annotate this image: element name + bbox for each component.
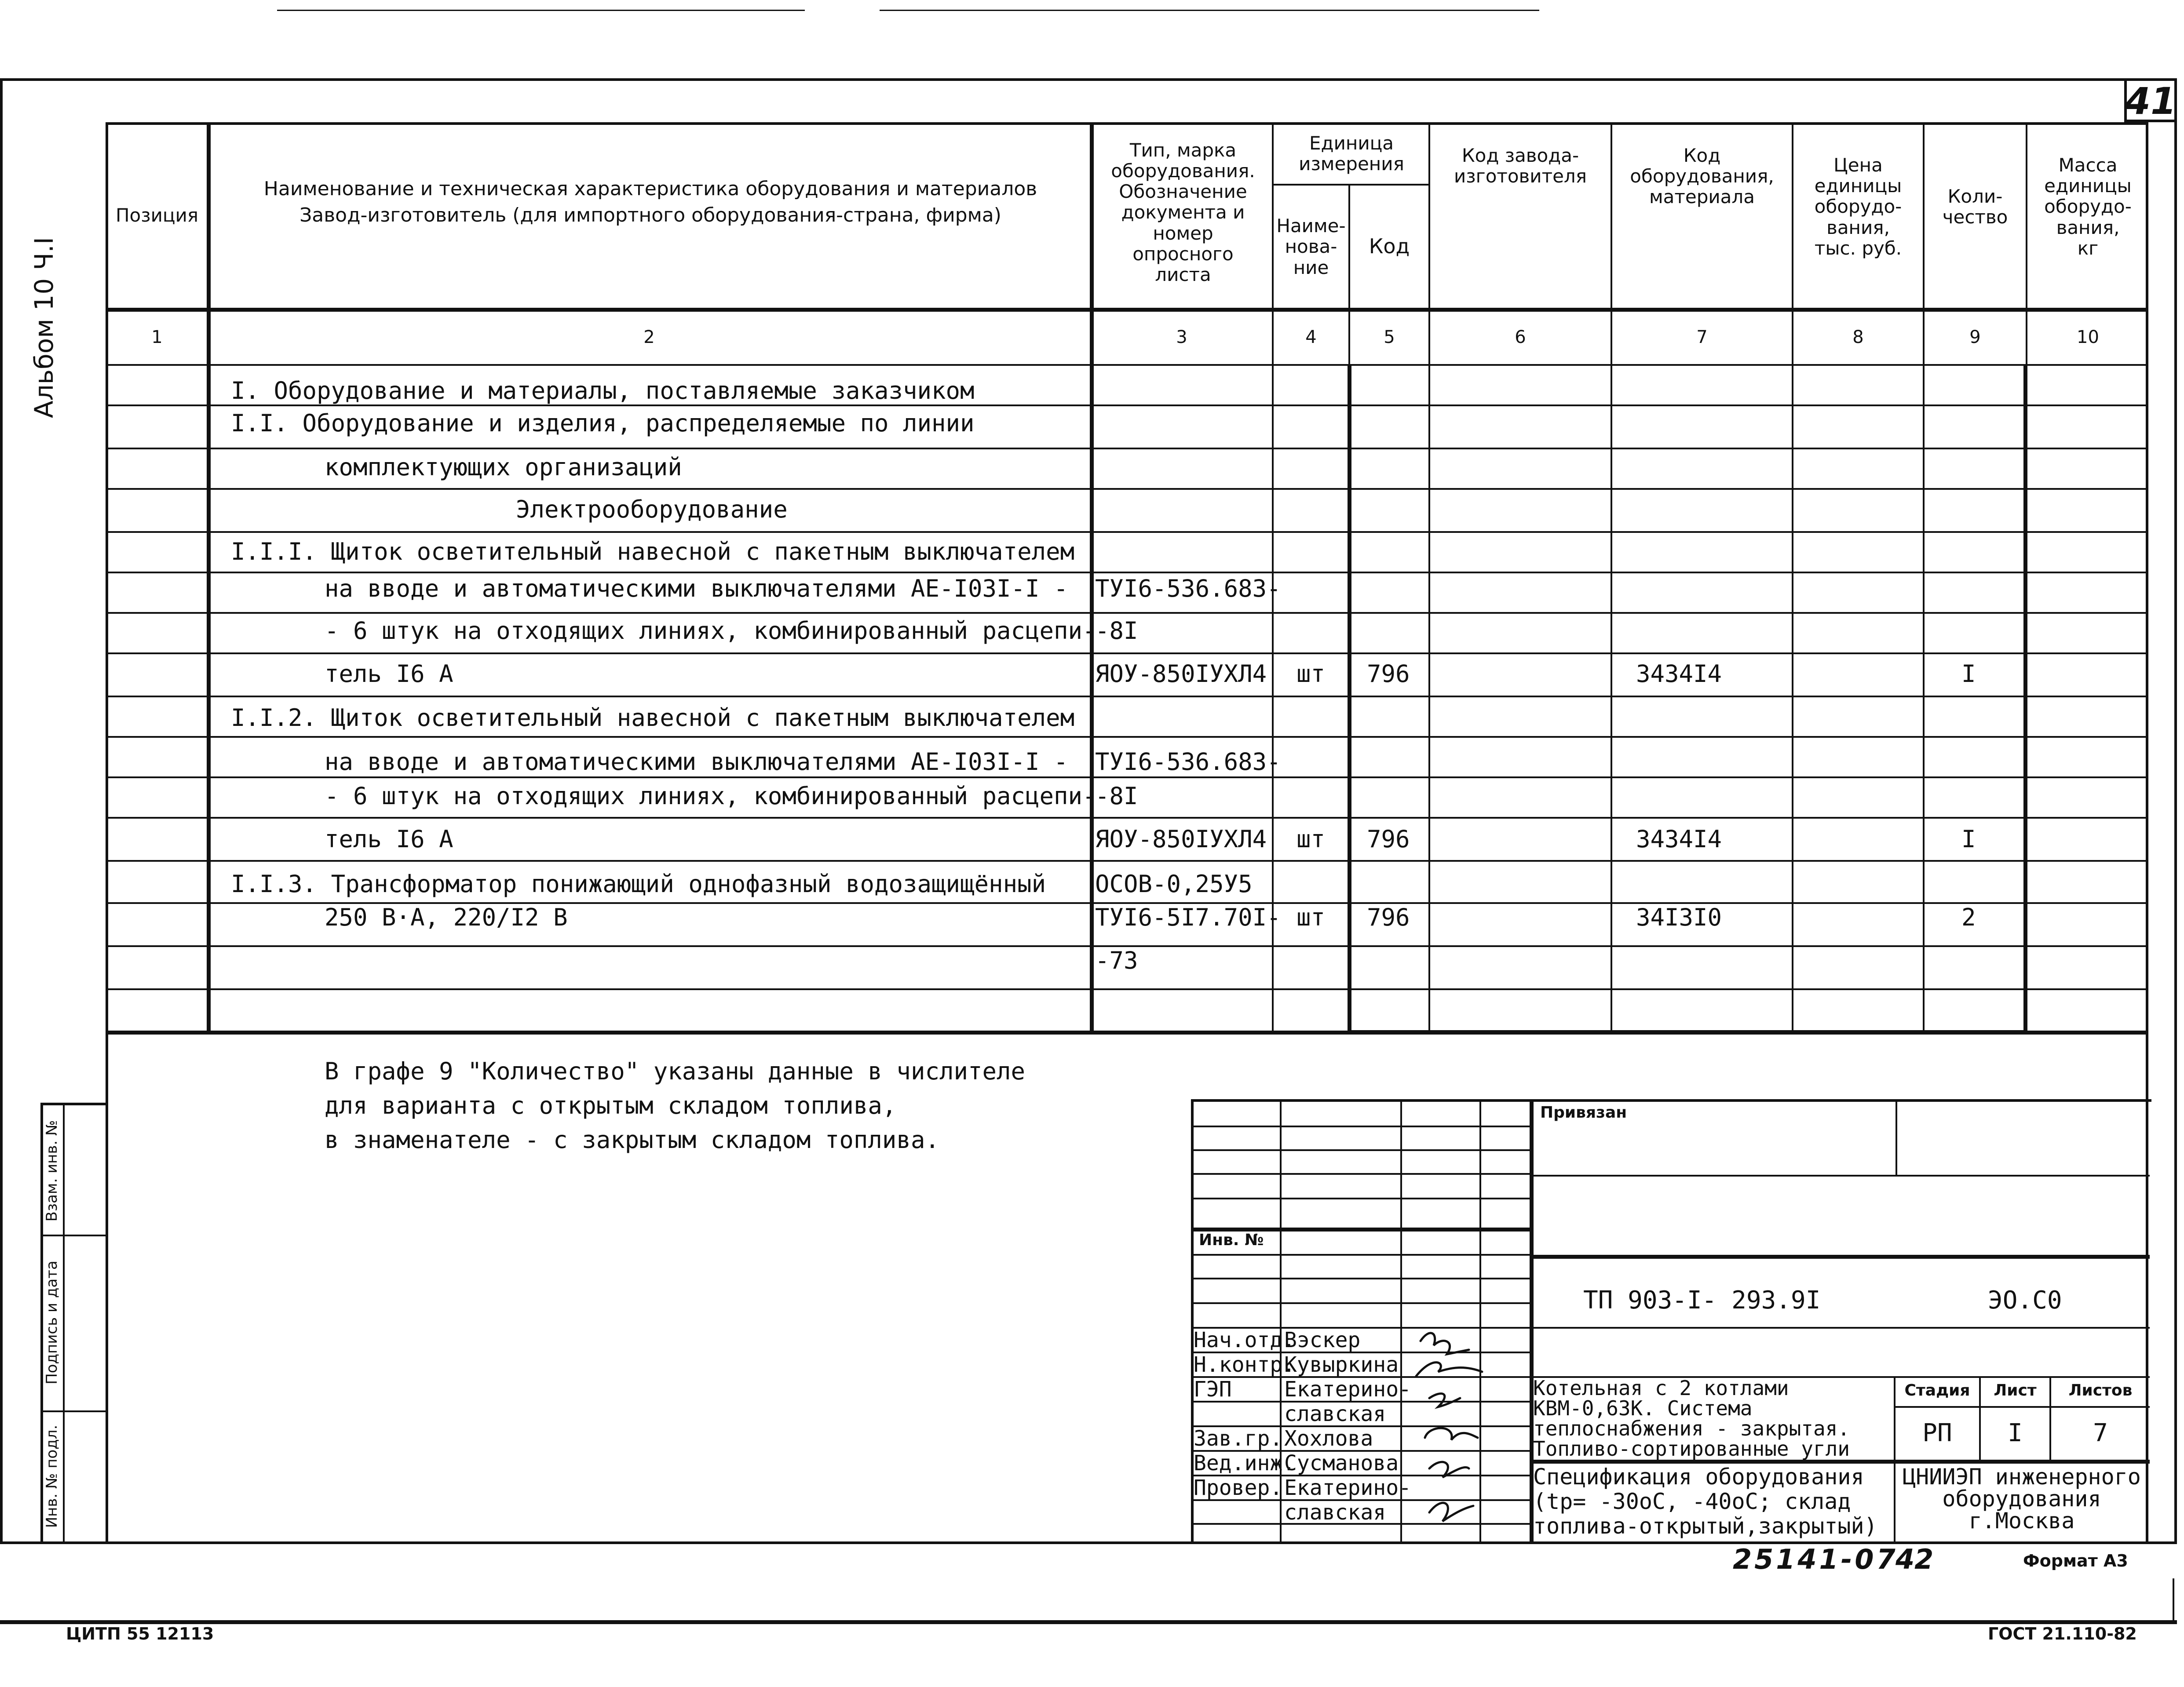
row-name: 250 В·А, 220/I2 В xyxy=(325,904,568,931)
role-prover: Провер. xyxy=(1194,1476,1283,1500)
row-name: I.I.I. Щиток осветительный навесной с пакетным выключателем xyxy=(231,538,1075,565)
header-name-line1: Наименование и техническая характеристика оборудования и материалов xyxy=(263,178,1037,200)
col-num-5: 5 xyxy=(1384,327,1395,347)
name-gep: Екатерино- xyxy=(1284,1377,1411,1402)
designation: ТП 903-I- 293.9I xyxy=(1583,1286,1821,1315)
sheet-label: Лист xyxy=(1994,1381,2037,1399)
row-unit: шт xyxy=(1297,825,1326,853)
row-name: - 6 штук на отходящих линиях, комбинированный расцепи- xyxy=(325,782,1097,810)
sheet-title-1: Спецификация оборудования xyxy=(1533,1464,1864,1490)
col-num-6: 6 xyxy=(1515,327,1526,347)
sheet-value: I xyxy=(2008,1419,2023,1447)
stage-label: Стадия xyxy=(1904,1381,1970,1399)
name-ved-inzh: Сусманова xyxy=(1284,1451,1399,1476)
role-n-kontr: Н.контр. xyxy=(1194,1352,1296,1377)
project-title-2: КВМ-0,63К. Система xyxy=(1533,1396,1753,1420)
qty-block-frame xyxy=(1348,364,2027,1034)
col-num-2: 2 xyxy=(643,327,655,347)
signatures xyxy=(1403,1323,1486,1530)
page-hand: 42 xyxy=(1895,1543,1934,1575)
bottom-line xyxy=(0,1620,2177,1624)
col-num-3: 3 xyxy=(1176,327,1187,347)
row-unit: шт xyxy=(1297,904,1326,931)
col-num-9: 9 xyxy=(1969,327,1981,347)
col-num-1: 1 xyxy=(151,327,163,347)
row-type: -8I xyxy=(1095,617,1138,645)
scan-line xyxy=(277,10,805,11)
inv-no-label: Инв. № xyxy=(1199,1231,1264,1249)
sheets-value: 7 xyxy=(2093,1419,2108,1447)
org-1: ЦНИИЭП инженерного xyxy=(1903,1464,2141,1490)
role-gep: ГЭП xyxy=(1194,1377,1232,1402)
header-unit-code: Код xyxy=(1369,234,1410,259)
row-name: I.I.3. Трансформатор понижающий однофазный водозащищённый xyxy=(231,870,1046,898)
scan-line xyxy=(880,10,1539,11)
sheet-code: ЭО.С0 xyxy=(1988,1286,2062,1315)
row-type: ТУI6-5I7.70I- xyxy=(1095,904,1281,931)
row-name: I. Оборудование и материалы, поставляемые заказчиком xyxy=(231,377,975,404)
stamp-vzam: Взам. инв. № xyxy=(43,1120,61,1222)
gost-label: ГОСТ 21.110-82 xyxy=(1988,1624,2137,1643)
stamp-inv-podl: Инв. № подл. xyxy=(43,1425,61,1528)
col-num-4: 4 xyxy=(1305,327,1317,347)
name-nach-otd: Вэскер xyxy=(1284,1328,1361,1352)
col-num-7: 7 xyxy=(1696,327,1708,347)
sheets-label: Листов xyxy=(2068,1381,2133,1399)
header-type: Тип, марка оборудования. Обозначение документа и номер опросного листа xyxy=(1111,139,1255,285)
row-code: 796 xyxy=(1367,904,1410,931)
stage-value: РП xyxy=(1922,1419,1952,1447)
row-type: ОСОВ-0,25У5 xyxy=(1095,870,1253,898)
row-name: на вводе и автоматическими выключателями АЕ-I03I-I - xyxy=(325,575,1068,602)
row-name: I.I. Оборудование и изделия, распределяемые по линии xyxy=(231,409,975,437)
row-material-code: 3434I4 xyxy=(1636,825,1722,853)
name-prover-2: славская xyxy=(1284,1500,1386,1525)
project-title-4: Топливо-сортированные угли xyxy=(1533,1437,1850,1461)
note-line: в знаменателе - с закрытым складом топлива. xyxy=(325,1126,939,1154)
row-name: Электрооборудование xyxy=(516,496,788,523)
header-position: Позиция xyxy=(115,204,199,226)
row-code: 796 xyxy=(1367,825,1410,853)
row-material-code: 3434I4 xyxy=(1636,660,1722,688)
role-ved-inzh: Вед.инж. xyxy=(1194,1451,1296,1476)
row-material-code: 34I3I0 xyxy=(1636,904,1722,931)
name-n-kontr: Кувыркина xyxy=(1284,1352,1399,1377)
col-num-8: 8 xyxy=(1852,327,1864,347)
header-quantity: Коли-чество xyxy=(1942,185,2008,228)
header-factory-code: Код завода-изготовителя xyxy=(1454,145,1587,187)
row-name: комплектующих организаций xyxy=(325,453,682,481)
row-quantity: 2 xyxy=(1961,904,1976,931)
row-name: - 6 штук на отходящих линиях, комбинированный расцепи- xyxy=(325,617,1097,645)
bottom-left-code: ЦИТП 55 12113 xyxy=(66,1624,214,1643)
header-material-code: Код оборудования, материала xyxy=(1630,145,1774,208)
role-nach-otd: Нач.отд. xyxy=(1194,1328,1296,1352)
row-type: -73 xyxy=(1095,947,1138,974)
org-3: г.Москва xyxy=(1969,1508,2075,1534)
format-label: Формат А3 xyxy=(2023,1551,2128,1570)
row-type: ТУI6-536.683- xyxy=(1095,748,1281,776)
row-quantity: I xyxy=(1961,825,1976,853)
note-line: В графе 9 "Количество" указаны данные в числителе xyxy=(325,1057,1026,1085)
name-prover: Екатерино- xyxy=(1284,1476,1411,1500)
row-type: ЯОУ-850IУХЛ4 xyxy=(1095,660,1267,688)
row-type: ЯОУ-850IУХЛ4 xyxy=(1095,825,1267,853)
row-type: -8I xyxy=(1095,782,1138,810)
row-type: ТУI6-536.683- xyxy=(1095,575,1281,602)
doc-number-hand: 25141-07 xyxy=(1733,1543,1898,1575)
stamp-podpis: Подпись и дата xyxy=(43,1261,61,1385)
role-zav-gr: Зав.гр. xyxy=(1194,1426,1283,1451)
header-name-line2: Завод-изготовитель (для импортного оборудования-страна, фирма) xyxy=(299,204,1001,227)
row-name: тель I6 А xyxy=(325,825,453,853)
header-unit-name: Наиме-нова-ние xyxy=(1276,215,1346,278)
sheet-title-2: (tр= -30оС, -40оС; склад xyxy=(1533,1489,1851,1514)
name-zav-gr: Хохлова xyxy=(1284,1426,1373,1451)
sheet-title-3: топлива-открытый,закрытый) xyxy=(1533,1513,1877,1539)
row-name: на вводе и автоматическими выключателями АЕ-I03I-I - xyxy=(325,748,1068,776)
header-unit: Единица измерения xyxy=(1299,132,1404,175)
project-title-3: теплоснабжения - закрытая. xyxy=(1533,1417,1850,1440)
header-mass: Масса единицы оборудо-вания, кг xyxy=(2044,154,2132,259)
sheet-number: 41 xyxy=(2125,80,2177,123)
row-code: 796 xyxy=(1367,660,1410,688)
org-2: оборудования xyxy=(1942,1486,2101,1512)
row-unit: шт xyxy=(1297,660,1326,688)
col-num-10: 10 xyxy=(2077,327,2099,347)
privyazan-label: Привязан xyxy=(1540,1104,1627,1122)
project-title-1: Котельная с 2 котлами xyxy=(1533,1376,1789,1400)
row-name: I.I.2. Щиток осветительный навесной с пакетным выключателем xyxy=(231,704,1075,732)
album-label: Альбом 10 Ч.I xyxy=(29,237,59,418)
note-line: для варианта с открытым складом топлива, xyxy=(325,1092,897,1119)
row-quantity: I xyxy=(1961,660,1976,688)
name-gep-2: славская xyxy=(1284,1402,1386,1426)
row-name: тель I6 А xyxy=(325,660,453,688)
header-price: Цена единицы оборудо-вания, тыс. руб. xyxy=(1814,154,1902,259)
